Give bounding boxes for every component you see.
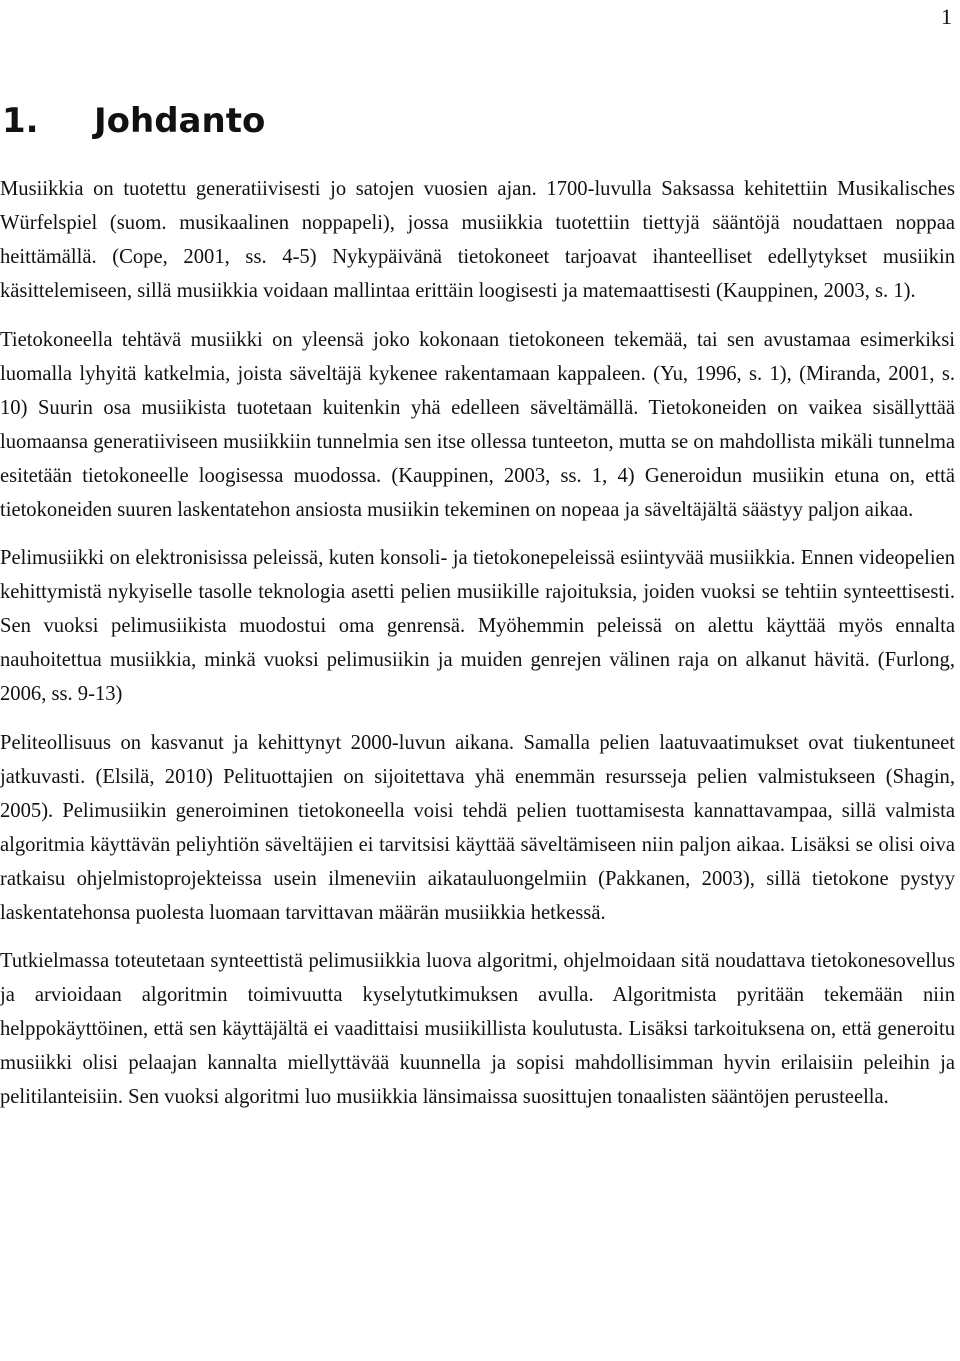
paragraph-2: Tietokoneella tehtävä musiikki on yleensä joko kokonaan tietokoneen tekemää, tai sen avustamaa esimerkiksi luomalla lyhyitä katkelmia, joista säveltäjä kykenee rakentamaan kappaleen. (Yu, 1996, s. 1), (Miranda, 2001, s. 10) Suurin osa musiikista tuotetaan kuitenkin yhä edelleen säveltämällä. Tietokoneiden on vaikea sisällyttää luomaansa generatiiviseen musiikkiin tunnelmia sen itse ollessa tunteeton, mutta se on mahdollista mikäli tunnelma esitetään tietokoneelle loogisessa muodossa. (Kauppinen, 2003, ss. 1, 4) Generoidun musiikin etuna on, että tietokoneiden suuren laskentatehon ansiosta musiikin tekeminen on nopeaa ja säveltäjältä säästyy paljon aikaa. [0, 328, 955, 521]
chapter-number: 1. [2, 101, 39, 141]
paragraph-1: Musiikkia on tuotettu generatiivisesti jo satojen vuosien ajan. 1700-luvulla Saksassa kehitettiin Musikalisches Würfelspiel (suom. musikaalinen noppapeli), jossa musiikkia tuotettiin tiettyjä sääntöjä noudattaen noppaa heittämällä. (Cope, 2001, ss. 4-5) Nykypäivänä tietokoneet tarjoavat ihanteelliset edellytykset musiikin käsittelemiseen, sillä musiikkia voidaan mallintaa erittäin loogisesti ja matemaattisesti (Kauppinen, 2003, s. 1). [0, 178, 955, 302]
chapter-heading [2, 96, 265, 146]
body-text [0, 172, 955, 1129]
page-number: 1 [941, 4, 952, 29]
paragraph-5: Tutkielmassa toteutetaan synteettistä pelimusiikkia luova algoritmi, ohjelmoidaan sitä noudattava tietokonesovellus ja arvioidaan algoritmin toimivuutta kyselytutkimuksen avulla. Algoritmista pyritään tekemään niin helppokäyttöinen, että sen käyttäjältä ei vaadittaisi musiikillista koulutusta. Lisäksi tarkoituksena on, että generoitu musiikki olisi pelaajan kannalta miellyttävää kuunnella ja sopisi mahdollisimman hyvin erilaisiin peleihin ja pelitilanteisiin. Sen vuoksi algoritmi luo musiikkia länsimaissa suosittujen tonaalisten sääntöjen perusteella. [0, 950, 955, 1108]
paragraph-4: Peliteollisuus on kasvanut ja kehittynyt 2000-luvun aikana. Samalla pelien laatuvaatimukset ovat tiukentuneet jatkuvasti. (Elsilä, 2010) Pelituottajien on sijoitettava yhä enemmän resursseja pelien valmistukseen (Shagin, 2005). Pelimusiikin generoiminen tietokoneella voisi tehdä pelien tuottamisesta kannattavampaa, sillä valmista algoritmia käyttävän peliyhtiön säveltäjien ei tarvitsisi käyttää säveltämiseen niin paljon aikaa. Lisäksi se olisi oiva ratkaisu ohjelmistoprojekteissa usein ilmeneviin aikatauluongelmiin (Pakkanen, 2003), sillä tietokone pystyy laskentatehonsa puolesta luomaan tarvittavan määrän musiikkia hetkessä. [0, 731, 955, 924]
chapter-title: Johdanto [94, 101, 266, 141]
paragraph-3: Pelimusiikki on elektronisissa peleissä, kuten konsoli- ja tietokonepeleissä esiintyvää musiikkia. Ennen videopelien kehittymistä nykyiselle tasolle teknologia asetti pelien musiikille rajoituksia, joiden vuoksi se tehtiin synteettisesti. Sen vuoksi pelimusiikista muodostui oma genrensä. Myöhemmin peleissä on alettu käyttää myös ennalta nauhoitettua musiikkia, minkä vuoksi pelimusiikin ja muiden genrejen välinen raja on alkanut hävitä. (Furlong, 2006, ss. 9-13) [0, 547, 955, 705]
